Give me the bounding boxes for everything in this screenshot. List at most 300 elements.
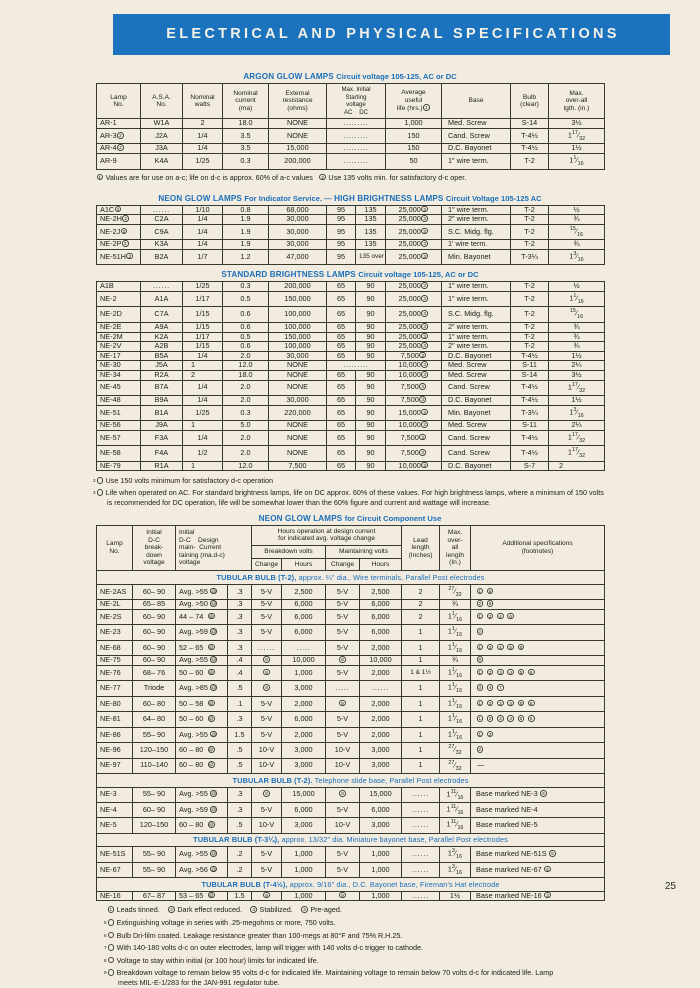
cell-mt-change: 5-V [326,609,360,624]
cell-bulb: T-4½ [511,144,549,154]
cell-watts: 1/15 [183,342,223,352]
cell-life: 10,000 3 [386,370,442,380]
cell-bulb: T-4½ [511,351,549,361]
cell-lamp: NE-68 [97,640,133,655]
cc-fn1: Leads tinned. [116,905,160,915]
argon-footnotes [96,173,604,182]
cell-base: 1″ wire term. [442,332,511,342]
cell-watts: 1/4 [183,240,223,250]
cell-lamp: NE-23 [97,625,133,640]
th-breakdown-volts: Breakdown volts [252,545,326,558]
cell-resistance: 100,000 [269,322,327,332]
cell-bulb: T-3¼ [511,249,549,264]
th-average-useful-life: Average useful life (hrs.) 1 [386,84,442,119]
argon-body [97,119,605,169]
cell-lamp: NE-2S [97,609,133,624]
cell-base: 1″ wire term. [442,282,511,292]
th-bd-hours: Hours [282,558,326,571]
cell-bulb: T-3¼ [511,405,549,420]
cell-mt-change: 10-V [326,758,360,773]
cell-base: D.C. Bayonet [442,461,511,471]
cell-oal: $1^1⁄_{16}$ [440,727,471,742]
cell-life: 10,000 3 [386,461,442,471]
cell-resistance: NONE [269,421,327,431]
cell-breakdown: 65– 85 [133,600,176,610]
cell-asa: J5A [141,361,183,371]
cell-maintaining: 60 – 80 @ [176,818,228,833]
cell-lead-length: 1 [402,640,440,655]
cell-bd-change: 5-V [252,802,282,817]
cell-design-current: .2 [228,847,252,862]
cell-current: 1.9 [223,215,269,225]
table-row [97,128,605,143]
hb-title-bold-a: NEON GLOW LAMPS [158,193,242,203]
table-row [97,322,605,332]
cell-resistance: 30,000 [269,215,327,225]
cell-oal: $1^{11}⁄_{16}$ [440,787,471,802]
band-label [97,774,605,788]
cell-mt-change: 5-V [326,712,360,727]
cell-watts: 1/4 [183,144,223,154]
table-row [97,818,605,833]
standard-brightness-body [97,282,605,471]
cell-bd-hours: 2,000 [282,727,326,742]
cell-bulb: S-7 [511,461,549,471]
cell-bd-hours: 3,000 [282,758,326,773]
cell-breakdown: 60– 80 [133,696,176,711]
cell-mt-change: 8 [326,787,360,802]
cc-fn3: Stabilized. [259,905,293,915]
cell-footnotes: 1 2 3 4 5 6 [471,712,605,727]
cell-design-current: .3 [228,625,252,640]
table-row [97,862,605,877]
cell-resistance: 15,000 [269,144,327,154]
cell-resistance: 100,000 [269,342,327,352]
cell-lead-length: 1 [402,625,440,640]
cell-oal: $1^3⁄_{16}$ [440,862,471,877]
footnote-marker-2: 2 [168,906,175,913]
cell-lamp: A1B [97,282,141,292]
footnote-marker-8: 8 [108,957,115,964]
cell-additional: Base marked NE-5 [471,818,605,833]
cell-lead-length: ...... [402,818,440,833]
cell-current: 3.5 [223,144,269,154]
cell-mt-change: 10-V [326,743,360,758]
cell-life: 7,500 3 [386,446,442,461]
cell-design-current: .1 [228,696,252,711]
cell-asa: ...... [141,282,183,292]
cell-additional: Base marked NE-16 3 [471,891,605,901]
cell-bd-change: 10-V [252,743,282,758]
cell-length: $1^3⁄_{16}$ [549,405,605,420]
cell-lamp: NE-2J 2 [97,224,141,239]
cell-vdc: 90 [356,322,386,332]
cell-vac: 95 [327,249,356,264]
cell-vac: 95 [327,205,356,215]
cell-base: 1″ wire term. [442,154,511,169]
cell-asa: J9A [141,421,183,431]
cell-mt-hours: 2,000 [360,727,402,742]
argon-title-light: Circuit voltage 105-125, AC or DC [336,72,457,81]
cell-mt-hours: 1,000 [360,862,402,877]
th-lamp-no: Lamp No. [97,84,141,119]
cell-mt-hours: 2,000 [360,640,402,655]
cell-vdc: 90 [356,370,386,380]
cell-lead-length: 1 [402,712,440,727]
cell-asa: J3A [141,144,183,154]
cell-base: S.C. Midg. flg. [442,307,511,322]
th-maintaining-volts: Maintaining volts [326,545,402,558]
table-row [97,584,605,599]
cell-lamp: NE-4 [97,802,133,817]
cell-maintaining: 60 – 80 @ [176,758,228,773]
cell-breakdown: 110–140 [133,758,176,773]
cell-mt-change: 9 [326,891,360,901]
cell-voltage: ......... [327,154,386,169]
table-row [97,154,605,169]
cell-mt-hours: 2,000 [360,712,402,727]
cell-bd-hours: 1,000 [282,847,326,862]
table-row [97,292,605,307]
band-row-t2-wire [97,571,605,585]
cell-lead-length: 2 [402,600,440,610]
cell-life: 7,500 3 [386,395,442,405]
cell-bd-hours: 2,000 [282,696,326,711]
cell-lamp: AR-1 [97,119,141,129]
argon-section-title [96,72,604,81]
cell-maintaining: 44 – 74 @ [176,609,228,624]
band-row-t2-telephone [97,774,605,788]
cell-oal: $1^{11}⁄_{16}$ [440,802,471,817]
cell-bd-change: 8 [252,665,282,680]
cell-length: ¾ [549,215,605,225]
cell-life: 1,000 [386,119,442,129]
cell-lead-length: 1 [402,743,440,758]
cell-watts: 1/17 [183,332,223,342]
cell-resistance: 100,000 [269,307,327,322]
cell-resistance: 30,000 [269,240,327,250]
cell-breakdown: 60– 90 [133,640,176,655]
cell-maintaining: Avg. >55 @ [176,847,228,862]
table-row [97,461,605,471]
cell-maintaining: Avg. >85 @ [176,681,228,696]
cell-oal: $1^1⁄_{16}$ [440,696,471,711]
page-number: 25 [664,881,676,892]
cell-bd-change: 5-V [252,696,282,711]
cell-lamp: A1C 2 [97,205,141,215]
cell-resistance: NONE [269,119,327,129]
cell-footnotes: 1 2 [471,727,605,742]
cell-base: D.C. Bayonet [442,395,511,405]
cell-footnotes: 1 2 3 4 5 6 [471,696,605,711]
cell-asa: F3A [141,430,183,445]
cell-length: 2¼ [549,361,605,371]
cell-maintaining: Avg. >50 @ [176,600,228,610]
cell-mt-change: 5-V [326,600,360,610]
cell-asa: F4A [141,446,183,461]
table-row [97,144,605,154]
cell-oal: $1^1⁄_{16}$ [440,712,471,727]
cell-maintaining: Avg. >56 @ [176,862,228,877]
cell-lamp: NE-2 [97,292,141,307]
cell-current: 18.0 [223,370,269,380]
cell-vdc: 90 [356,421,386,431]
cell-mt-change: 5-V [326,847,360,862]
cell-vac: 65 [327,307,356,322]
cell-lamp: NE-96 [97,743,133,758]
table-row [97,342,605,352]
cell-lamp: NE-5 [97,818,133,833]
cell-resistance: 30,000 [269,351,327,361]
cell-oal: $1^1⁄_{16}$ [440,665,471,680]
cell-mt-change: 5-V [326,862,360,877]
cell-vdc: 90 [356,405,386,420]
cc-footnote-9 [96,968,566,987]
cell-bd-change: 5-V [252,847,282,862]
cell-lamp: NE-67 [97,862,133,877]
band-row-t314 [97,833,605,847]
cell-oal: $1^1⁄_{16}$ [440,625,471,640]
footnote-marker-6: 6 [108,932,115,939]
table-row [97,758,605,773]
table-row [97,240,605,250]
table-row [97,421,605,431]
cell-watts: 1/4 [183,395,223,405]
cell-length: 1½ [549,395,605,405]
cell-mt-change: 5-V [326,802,360,817]
band-label-bold: TUBULAR BULB (T-3¼), [193,835,280,845]
cell-bd-hours: 15,000 [282,787,326,802]
cc-header-row-1 [97,525,605,545]
cell-bulb: T-4½ [511,128,549,143]
cell-design-current: .5 [228,818,252,833]
cell-current: 0.3 [223,154,269,169]
table-row [97,361,605,371]
th-hours-operation-group: Hours operation at design current for indicated avg. voltage change [252,525,402,545]
cell-breakdown: Triode [133,681,176,696]
cell-bd-change: 8 [252,656,282,666]
cell-vdc: 90 [356,395,386,405]
cell-vdc: 90 [356,282,386,292]
cell-bd-change: 8 [252,787,282,802]
cell-mt-change: 5-V [326,727,360,742]
cell-voltage: ......... [327,119,386,129]
cell-lamp: NE-76 [97,665,133,680]
cell-bd-hours: 6,000 [282,625,326,640]
cell-bd-change: 8 [252,681,282,696]
th-lead-length: Lead length (Inches) [402,525,440,570]
cell-additional: Base marked NE-3 6 [471,787,605,802]
cell-asa: B7A [141,380,183,395]
table-row [97,430,605,445]
th-initial-dc-maintaining: Initial D-C Design main- Current taining (ma.d-c) voltage [176,525,252,570]
cell-vdc: 90 [356,380,386,395]
table-row [97,215,605,225]
table-row [97,405,605,420]
cell-asa: K4A [141,154,183,169]
table-row [97,696,605,711]
cell-mt-change: 5-V [326,584,360,599]
cell-mt-hours: 3,000 [360,818,402,833]
table-row [97,656,605,666]
cell-lead-length: ...... [402,802,440,817]
cell-vac: 65 [327,421,356,431]
cell-bulb: T-4½ [511,430,549,445]
cell-life: 25,000 3 [386,322,442,332]
cell-bulb: T-2 [511,307,549,322]
cell-bd-change: 5-V [252,600,282,610]
cell-footnotes: 2 [471,625,605,640]
cell-watts: 1/7 [183,249,223,264]
cell-bulb: S-14 [511,119,549,129]
cell-design-current: 1.5 [228,891,252,901]
hb-title-bold-b: HIGH BRIGHTNESS LAMPS [334,193,444,203]
cell-breakdown: 60– 90 [133,656,176,666]
cell-base: Cand. Screw [442,128,511,143]
cell-life: 25,000 3 [386,205,442,215]
cell-base: Cand. Screw [442,380,511,395]
footnote-marker-1: 1 [97,174,104,181]
th-max-overall-length: Max. over- all length (In.) [440,525,471,570]
cell-length: ¾ [549,332,605,342]
cell-lead-length: 1 [402,696,440,711]
cell-bd-hours: 6,000 [282,712,326,727]
cell-current: 1.9 [223,240,269,250]
cell-watts: 1/25 [183,154,223,169]
cell-maintaining: Avg. >59 @ [176,802,228,817]
cell-life: 7,500 3 [386,430,442,445]
cell-asa: K3A [141,240,183,250]
cell-current: 2.0 [223,395,269,405]
th-bulb: Bulb (clear) [511,84,549,119]
table-row [97,600,605,610]
cell-current: 12.0 [223,361,269,371]
cell-lamp: NE-3 [97,787,133,802]
table-row [97,609,605,624]
cell-length: ¾ [549,322,605,332]
cell-bd-hours: 1,000 [282,862,326,877]
table-row [97,395,605,405]
cell-watts: 1/17 [183,292,223,307]
band-label [97,878,605,892]
cell-breakdown: 68– 76 [133,665,176,680]
cell-life: 15,000 3 [386,405,442,420]
cell-life: 50 [386,154,442,169]
page-banner [113,14,670,55]
cell-vac: 65 [327,405,356,420]
cell-lamp: NE-51 [97,405,141,420]
cell-bd-hours: 6,000 [282,802,326,817]
footnote-marker-2: 2 [319,174,326,181]
cell-oal: $1^1⁄_{16}$ [440,681,471,696]
cell-mt-hours: 1,000 [360,891,402,901]
cc-fn6: Bulb Dri-film coated. Leakage resistance greater than 100-megs at 80°F and 75% R.H.25. [116,930,403,940]
cell-breakdown: 55– 90 [133,847,176,862]
cell-maintaining: Avg. >55 @ [176,656,228,666]
cell-voltage: ......... [327,361,386,371]
cell-bd-change: 5-V [252,712,282,727]
cell-bd-hours: 6,000 [282,600,326,610]
sb-footnote-3-text: Life when operated on AC. For standard brightness lamps, life on DC approx. 60% of these values. For high brightness lamps, where a minimum of 150 volts is recommended for DC operation, life will be somewhat lower than the 60% figure and current and wattage will increase. [105,488,604,507]
cell-bulb: T-2 [511,342,549,352]
high-brightness-section-title [96,194,604,203]
argon-header-row [97,84,605,119]
cell-breakdown: 60– 90 [133,584,176,599]
cell-base: 2″ wire term. [442,322,511,332]
cell-resistance: NONE [269,361,327,371]
table-row [97,380,605,395]
cell-lamp: NE-86 [97,727,133,742]
cell-breakdown: 67– 87 [133,891,176,901]
band-label-bold: TUBULAR BULB (T-4½), [201,879,288,889]
cell-life: 25,000 3 [386,215,442,225]
cell-watts: 1/4 [183,224,223,239]
cell-watts: 2 [183,370,223,380]
cell-maintaining: 50 – 58 @ [176,696,228,711]
cell-design-current: 1.5 [228,727,252,742]
th-mt-change: Change [326,558,360,571]
cell-base: 1′ wire term. [442,240,511,250]
cell-vac: 65 [327,351,356,361]
table-row [97,712,605,727]
th-asa-no: A.S.A. No. [141,84,183,119]
cell-current: 12.0 [223,461,269,471]
cell-mt-hours: 2,000 [360,665,402,680]
th-additional-specifications: Additional specifications (footnotes) [471,525,605,570]
cell-oal: $^{27}⁄_{32}$ [440,743,471,758]
cell-design-current: .3 [228,712,252,727]
table-row [97,282,605,292]
cell-mt-hours: 6,000 [360,625,402,640]
cell-oal: ¾ [440,600,471,610]
table-row [97,681,605,696]
cell-asa: A9A [141,322,183,332]
cell-maintaining: 50 – 60 @ [176,665,228,680]
cell-bulb: T-2 [511,292,549,307]
cell-breakdown: 120–150 [133,743,176,758]
cell-bulb: T-2 [511,215,549,225]
cell-maintaining: 53 – 65 @ [176,891,228,901]
cell-design-current: .4 [228,665,252,680]
cell-design-current: .5 [228,743,252,758]
cell-oal: $^{27}⁄_{32}$ [440,584,471,599]
cell-base: D.C. Bayonet [442,351,511,361]
high-brightness-body [97,205,605,265]
cell-breakdown: 60– 90 [133,625,176,640]
cell-additional: Base marked NE-4 [471,802,605,817]
cell-watts: 1 [183,421,223,431]
cell-vdc: 135 [356,240,386,250]
cell-bd-change: ...... [252,640,282,655]
cell-mt-change: 8 [326,696,360,711]
cell-current: 5.0 [223,421,269,431]
cell-watts: 1/2 [183,446,223,461]
cell-bulb: S-14 [511,370,549,380]
cell-current: 0.6 [223,322,269,332]
circuit-component-section-title [96,514,604,523]
cell-current: 0.6 [223,342,269,352]
band-row-t412 [97,878,605,892]
cell-lamp: NE-2P 3 [97,240,141,250]
cell-lamp: AR-3 2 [97,128,141,143]
cell-current: 2.0 [223,351,269,361]
cell-mt-hours: 6,000 [360,609,402,624]
cell-vdc: 90 [356,461,386,471]
cell-life: 10,000 3 [386,421,442,431]
cell-current: 18.0 [223,119,269,129]
cell-lamp: NE-97 [97,758,133,773]
cell-bd-change: 10-V [252,758,282,773]
